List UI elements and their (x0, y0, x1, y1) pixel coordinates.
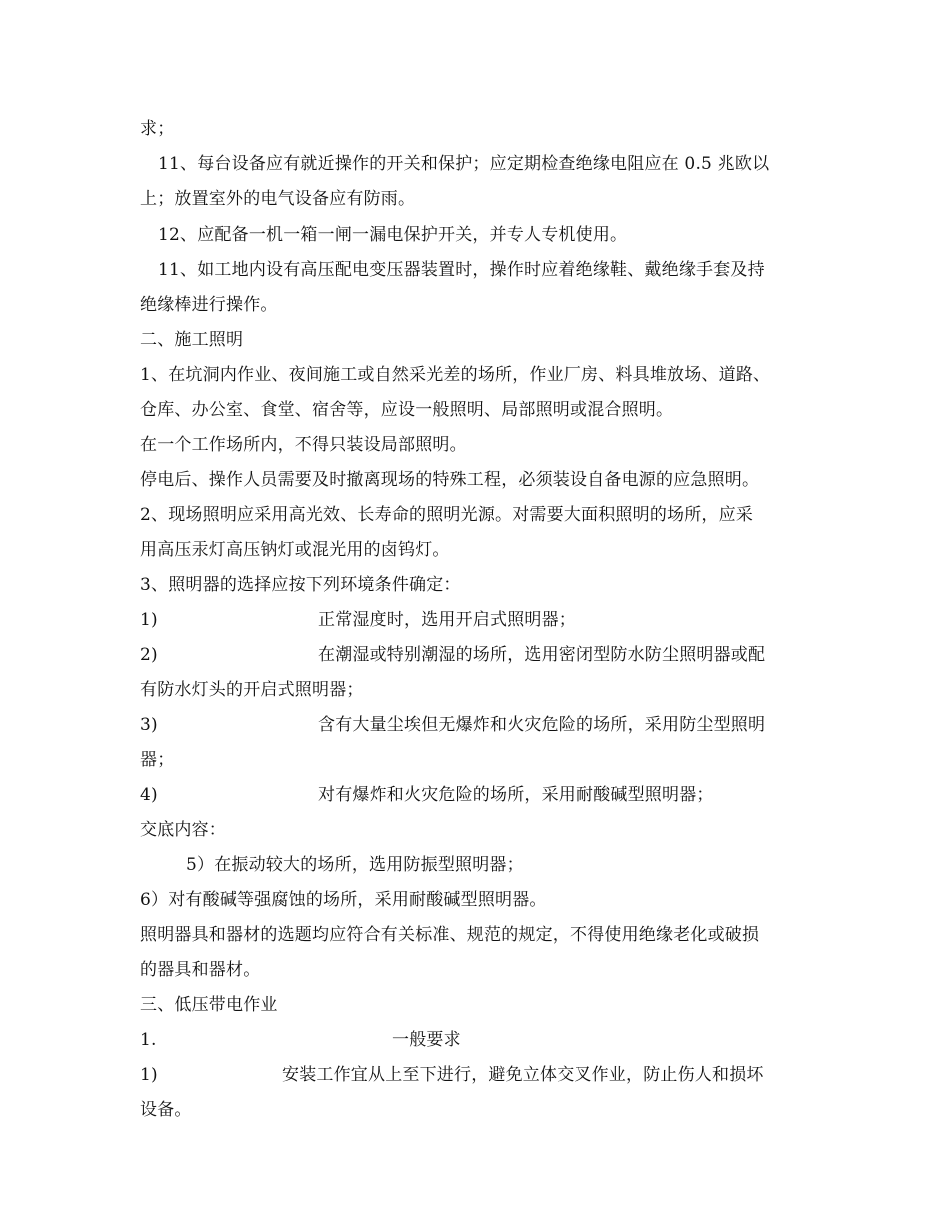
text-line: 的器具和器材。 (140, 960, 261, 980)
list-item-label: 2) (140, 645, 158, 665)
list-item (140, 780, 820, 810)
list-item-text: 安装工作宜从上至下进行，避免立体交叉作业，防止伤人和损坏 (282, 1065, 764, 1085)
list-item-label: 4) (140, 785, 158, 805)
list-item (140, 640, 820, 670)
text-line: 设备。 (140, 1100, 192, 1120)
text-line: 在一个工作场所内，不得只装设局部照明。 (140, 435, 467, 455)
list-item-text: 在潮湿或特别潮湿的场所，选用密闭型防水防尘照明器或配 (318, 645, 766, 665)
text-line: 交底内容： (140, 820, 226, 840)
text-line: 2、现场照明应采用高光效、长寿命的照明光源。对需要大面积照明的场所，应采 (140, 505, 754, 525)
list-item (140, 1060, 820, 1090)
text-line: 照明器具和器材的选题均应符合有关标准、规范的规定，不得使用绝缘老化或破损 (140, 925, 760, 945)
text-line: 3、照明器的选择应按下列环境条件确定： (140, 575, 461, 595)
list-item-label: 3) (140, 715, 158, 735)
list-item-label: 1) (140, 1065, 158, 1085)
list-item-text: 一般要求 (392, 1030, 461, 1050)
text-line: 停电后、操作人员需要及时撤离现场的特殊工程，必须装设自备电源的应急照明。 (140, 470, 760, 490)
list-item-label: 1) (140, 610, 158, 630)
list-item-text: 对有爆炸和火灾危险的场所，采用耐酸碱型照明器； (318, 785, 714, 805)
text-line: 绝缘棒进行操作。 (140, 295, 278, 315)
text-line: 5）在振动较大的场所，选用防振型照明器； (186, 855, 524, 875)
list-item-text: 正常湿度时，选用开启式照明器； (318, 610, 576, 630)
text-line: 有防水灯头的开启式照明器； (140, 680, 364, 700)
list-item-text: 含有大量尘埃但无爆炸和火灾危险的场所，采用防尘型照明 (318, 715, 766, 735)
list-item-label: 1. (140, 1030, 157, 1050)
list-item (140, 605, 820, 635)
text-line: 6）对有酸碱等强腐蚀的场所，采用耐酸碱型照明器。 (140, 890, 547, 910)
text-line: 求； (140, 119, 175, 139)
text-line: 1、在坑洞内作业、夜间施工或自然采光差的场所，作业厂房、料具堆放场、道路、 (140, 365, 771, 385)
list-item (140, 710, 820, 740)
text-line: 11、如工地内设有高压配电变压器装置时，操作时应着绝缘鞋、戴绝缘手套及持 (158, 260, 765, 280)
text-line: 上；放置室外的电气设备应有防雨。 (140, 189, 416, 209)
text-line: 仓库、办公室、食堂、宿舍等，应设一般照明、局部照明或混合照明。 (140, 400, 674, 420)
section-heading: 二、施工照明 (140, 330, 244, 350)
text-line: 器； (140, 750, 175, 770)
text-line: 12、应配备一机一箱一闸一漏电保护开关，并专人专机使用。 (158, 225, 628, 245)
text-line: 用高压汞灯高压钠灯或混光用的卤钨灯。 (140, 540, 450, 560)
list-item (140, 1025, 820, 1055)
text-line: 11、每台设备应有就近操作的开关和保护；应定期检查绝缘电阻应在 0.5 兆欧以 (158, 154, 770, 174)
section-heading: 三、低压带电作业 (140, 995, 278, 1015)
